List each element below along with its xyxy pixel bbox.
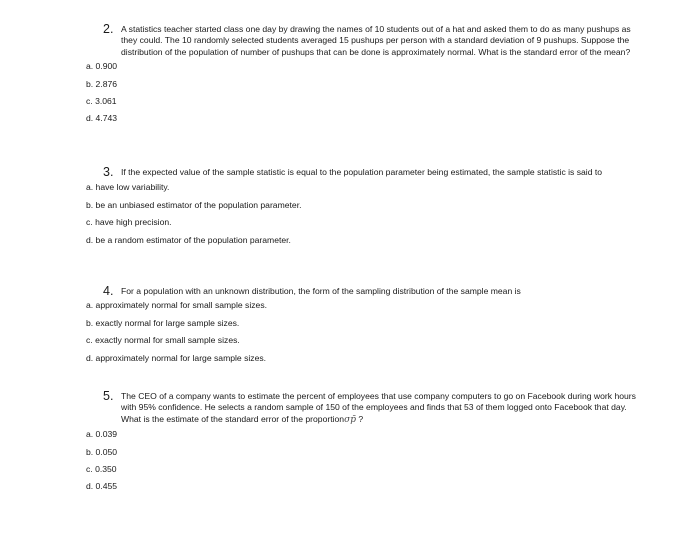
answer-options [86, 61, 643, 124]
answer-options [86, 300, 643, 363]
question-text [121, 390, 643, 426]
question-text: If the expected value of the sample statistic is equal to the population parameter being estimated, the sample statistic is said to [121, 167, 603, 177]
question-mark: ? [358, 413, 364, 424]
question-number: 5. [103, 389, 114, 403]
question-2-stem [103, 23, 643, 58]
question-text: For a population with an unknown distribution, the form of the sampling distribution of the sample mean is [121, 286, 521, 296]
question-3 [86, 165, 643, 246]
question-5 [86, 389, 643, 492]
question-number: 3. [103, 165, 114, 179]
option-c: c. 0.350 [86, 464, 117, 475]
option-d: d. be a random estimator of the population parameter. [86, 234, 291, 245]
option-a: a. have low variability. [86, 182, 170, 193]
answer-options [86, 182, 643, 245]
option-b: b. be an unbiased estimator of the population parameter. [86, 199, 302, 210]
option-d: d. 4.743 [86, 113, 118, 124]
option-c: c. 3.061 [86, 96, 117, 107]
question-text-body: The CEO of a company wants to estimate the percent of employees that use company computers to go on Facebook during work hours with 95% confidence. He selects a random sample of 150 of the employees and finds that 53 of them logged onto Facebook that day. What is the estimate of the standard error of the proportion [121, 391, 636, 424]
option-d: d. approximately normal for large sample sizes. [86, 352, 267, 363]
option-a: a. 0.900 [86, 61, 118, 72]
option-a: a. approximately normal for small sample sizes. [86, 300, 268, 311]
question-4 [86, 284, 643, 364]
question-4-stem [103, 285, 643, 298]
option-b: b. 2.876 [86, 78, 118, 89]
question-text: A statistics teacher started class one day by drawing the names of 10 students out of a hat and asked them to do as many pushups as they could. The 10 randomly selected students averaged 15 pushups per person with a standard deviation of 9 pushups. Suppose the distribution of the population of number of pushups that can be done is approximately normal. What is the standard error of the mean? [121, 24, 631, 57]
question-number: 2. [103, 22, 114, 36]
option-d: d. 0.455 [86, 481, 118, 492]
option-b: b. exactly normal for large sample sizes. [86, 317, 240, 328]
question-3-stem [103, 166, 643, 179]
option-b: b. 0.050 [86, 446, 118, 457]
question-number: 4. [103, 284, 114, 298]
option-a: a. 0.039 [86, 429, 118, 440]
question-5-stem [103, 390, 643, 426]
answer-options [86, 429, 643, 492]
option-c: c. have high precision. [86, 217, 172, 228]
sigma-p-bar-symbol: σp̄ [344, 414, 356, 425]
option-c: c. exactly normal for small sample sizes. [86, 335, 240, 346]
question-2 [86, 22, 643, 124]
